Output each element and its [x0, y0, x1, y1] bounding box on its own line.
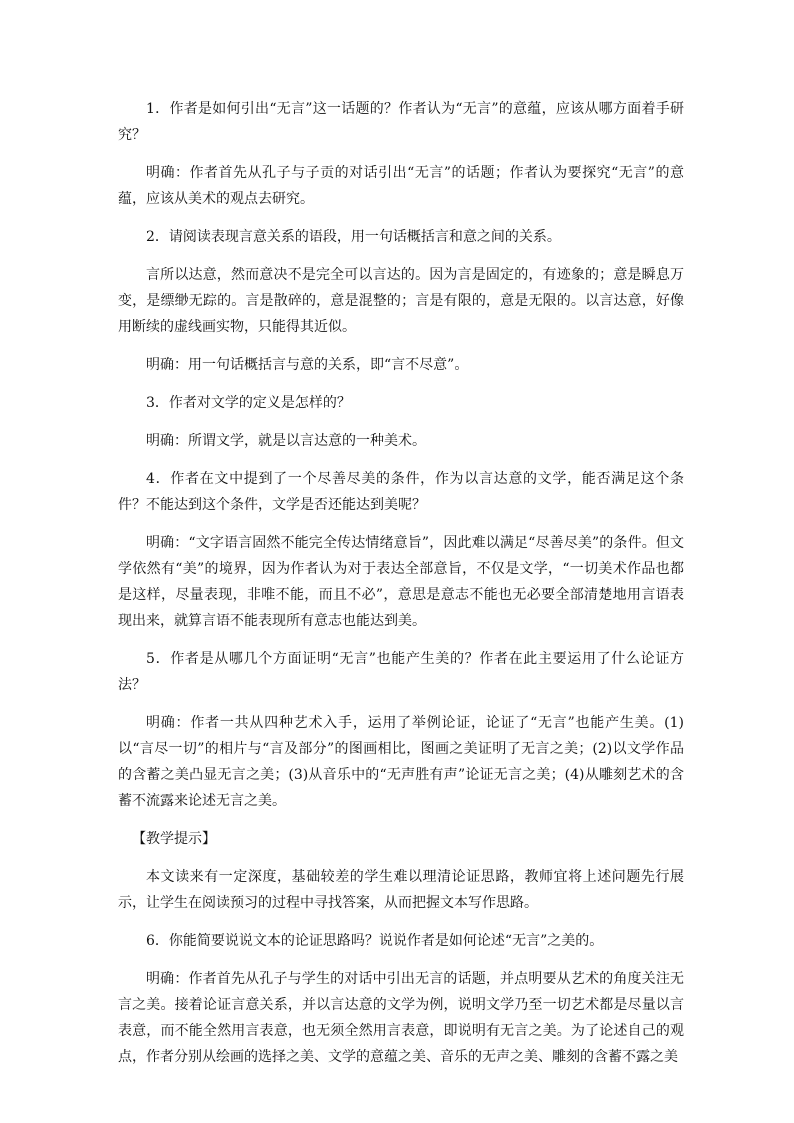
question-6: 6．你能简要说说文本的论证思路吗？说说作者是如何论述“无言”之美的。 [146, 933, 604, 949]
answer-4: 明确：“文字语言固然不能完全传达情绪意旨”，因此难以满足“尽善尽美”的条件。但文学依然有“美”的境界，因为作者认为对于表达全部意旨，不仅是文学，“一切美术作品也都是这样，尽量表现，非唯不能，而且不必”，意思是意志不能也无必要全部清楚地用言语表现出来，就算言语不能表现所有意志也能达到美。 [118, 535, 684, 629]
question-4: 4．作者在文中提到了一个尽善尽美的条件，作为以言达意的文学，能否满足这个条件？不能达到这个条件，文学是否还能达到美呢？ [118, 471, 684, 513]
answer-6: 明确：作者首先从孔子与学生的对话中引出无言的话题，并点明要从艺术的角度关注无言之美。接着论证言意关系，并以言达意的文学为例，说明文学乃至一切艺术都是尽量以言表意，而不能全然用言表意，也无须全然用言表意，即说明有无言之美。为了论述自己的观点，作者分别从绘画的选择之美、文学的意蕴之美、音乐的无声之美、雕刻的含蓄不露之美 [118, 971, 684, 1065]
question-3: 3．作者对文学的定义是怎样的？ [146, 395, 351, 411]
document-body [118, 96, 684, 1082]
answer-3: 明确：所谓文学，就是以言达意的一种美术。 [146, 433, 426, 449]
section-heading-teaching-tips: 【教学提示】 [132, 831, 216, 847]
answer-1: 明确：作者首先从孔子与子贡的对话引出“无言”的话题；作者认为要探究“无言”的意蕴，应该从美术的观点去研究。 [118, 165, 684, 207]
question-1: 1．作者是如何引出“无言”这一话题的？作者认为“无言”的意蕴，应该从哪方面着手研究？ [118, 101, 684, 143]
quoted-passage: 言所以达意，然而意决不是完全可以言达的。因为言是固定的，有迹象的；意是瞬息万变，是缥缈无踪的。言是散碎的，意是混整的；言是有限的，意是无限的。以言达意，好像用断续的虚线画实物，只能得其近似。 [118, 267, 684, 335]
answer-2: 明确：用一句话概括言与意的关系，即“言不尽意”。 [146, 357, 469, 373]
teaching-tip-text: 本文读来有一定深度，基础较差的学生难以理清论证思路，教师宜将上述问题先行展示，让学生在阅读预习的过程中寻找答案，从而把握文本写作思路。 [118, 869, 684, 911]
question-5: 5．作者是从哪几个方面证明“无言”也能产生美的？作者在此主要运用了什么论证方法？ [118, 651, 684, 693]
answer-5: 明确：作者一共从四种艺术入手，运用了举例论证，论证了“无言”也能产生美。(1)以“言尽一切”的相片与“言及部分”的图画相比，图画之美证明了无言之美；(2)以文学作品的含蓄之美凸显无言之美；(3)从音乐中的“无声胜有声”论证无言之美；(4)从雕刻艺术的含蓄不流露来论述无言之美。 [118, 715, 684, 809]
question-2: 2．请阅读表现言意关系的语段，用一句话概括言和意之间的关系。 [146, 229, 561, 245]
